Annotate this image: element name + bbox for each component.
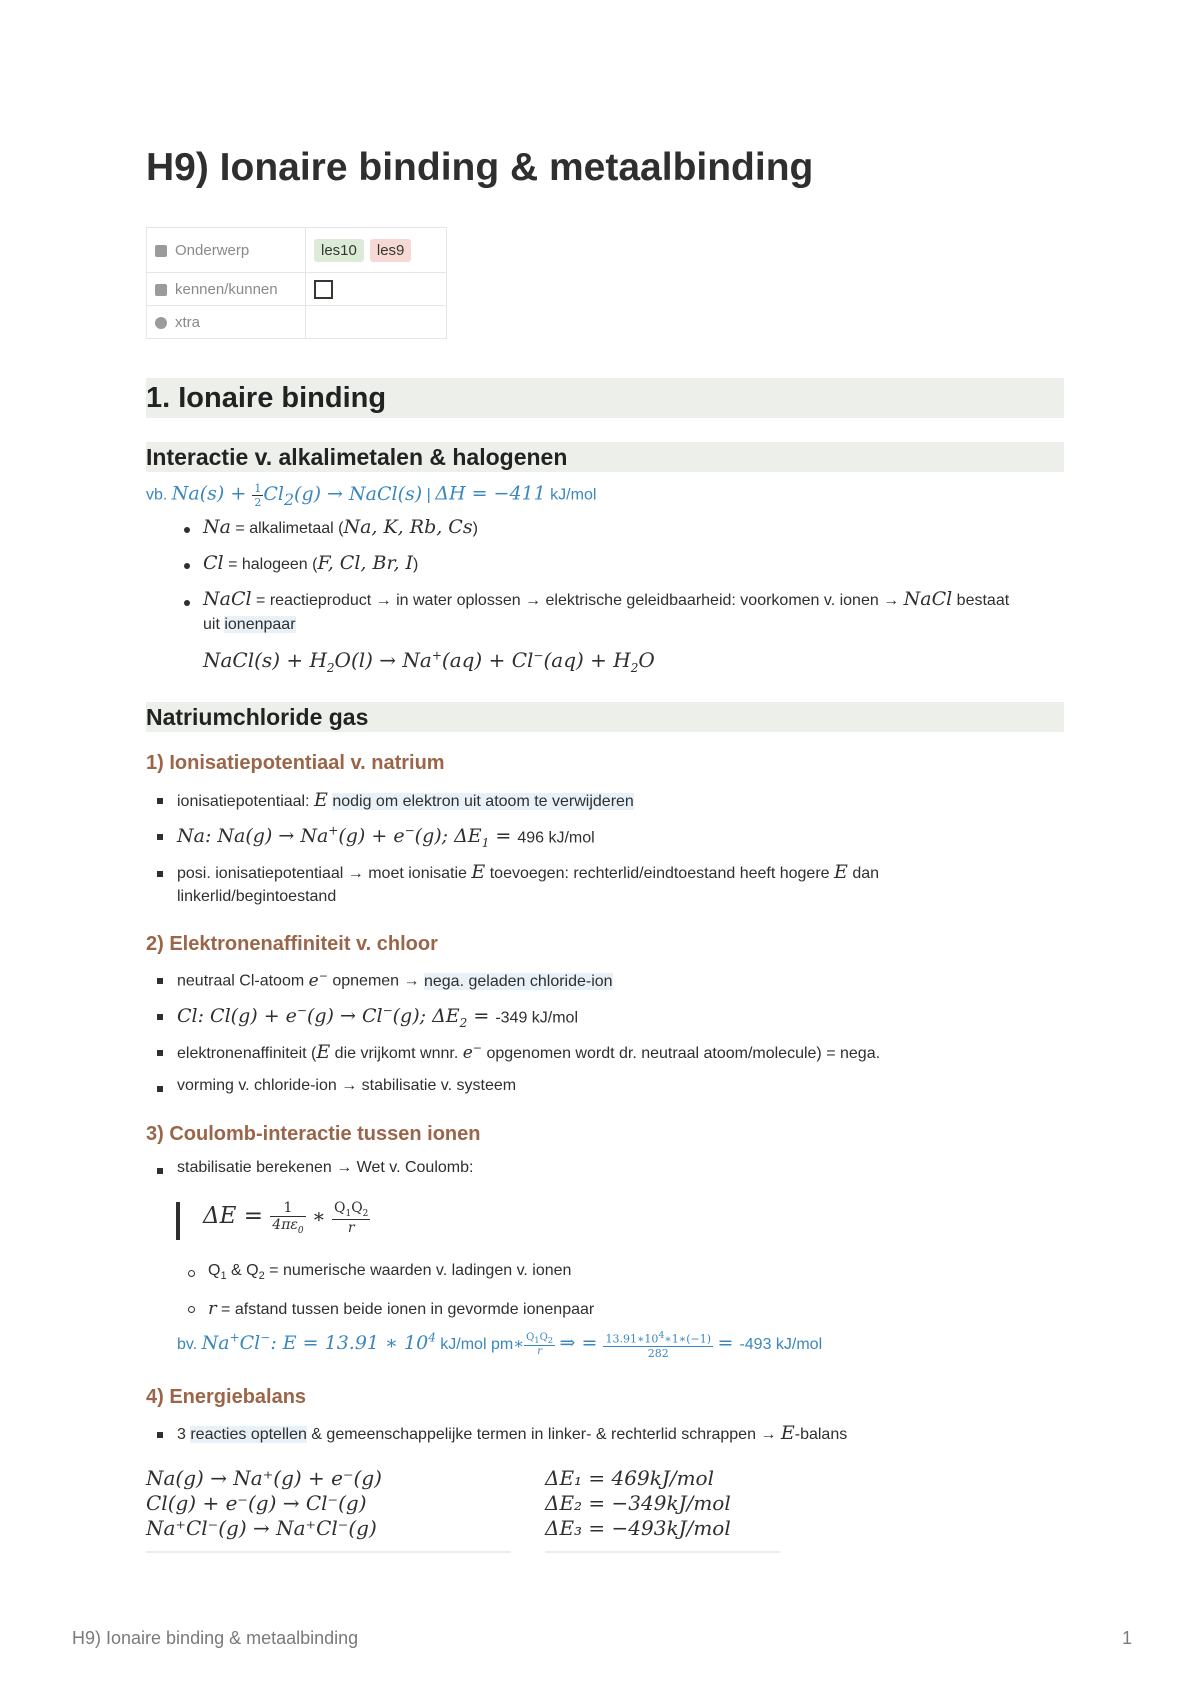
list-item: vorming v. chloride-ion → stabilisatie v. systeem bbox=[177, 1077, 517, 1094]
step-heading: 2) Elektronenaffiniteit v. chloor bbox=[146, 933, 438, 955]
sub-bullet bbox=[188, 1270, 195, 1277]
sub-list-item: r = afstand tussen beide ionen in gevormde ionenpaar bbox=[208, 1298, 595, 1319]
divider bbox=[146, 1551, 511, 1553]
balance-energy-3: ΔE₃ = −493kJ/mol bbox=[545, 1516, 731, 1540]
balance-left bbox=[146, 1466, 382, 1541]
list-icon bbox=[155, 245, 167, 257]
page-number: 1 bbox=[1122, 1628, 1133, 1648]
list-item: 3 reacties optellen & gemeenschappelijke termen in linker- & rechterlid schrappen → E-balans bbox=[177, 1422, 848, 1444]
balance-reaction-2: Cl(g) + e⁻(g) → Cl⁻(g) bbox=[146, 1491, 367, 1515]
balance-reaction-1: Na(g) → Na⁺(g) + e⁻(g) bbox=[146, 1466, 382, 1490]
tag-les9[interactable]: les9 bbox=[370, 239, 412, 262]
list-item: elektronenaffiniteit (E die vrijkomt wnnr. e− opgenomen wordt dr. neutraal atoom/molecule) = nega. bbox=[177, 1041, 881, 1063]
bullet bbox=[157, 871, 163, 877]
subsection-heading: Natriumchloride gas bbox=[146, 702, 1064, 732]
property-kennen bbox=[147, 273, 447, 306]
step-heading: 4) Energiebalans bbox=[146, 1386, 307, 1408]
kennen-checkbox[interactable] bbox=[314, 280, 333, 299]
sub-list-item: $Q_1$ & $Q_2$ = numerische waarden v. ladingen v. ionen bbox=[208, 1262, 572, 1283]
list-item: Na: Na(g) → Na+(g) + e−(g); $\Delta E_1 = 496$ kJ/mol bbox=[177, 824, 595, 851]
list-item: Cl: Cl(g) + e−(g) → Cl−(g); $\Delta E_2 = -349$ kJ/mol bbox=[177, 1004, 579, 1031]
bullet bbox=[184, 600, 190, 606]
property-xtra bbox=[147, 306, 447, 339]
example-line: bv. Na+Cl−: E = 13.91 ∗ $10^4$ kJ/mol pm∗ $\frac{Q_1Q_2}{r}$ ⇒ = $\frac{13.91∗10^4∗1∗(-1)}{282}$ = -493 kJ/mol bbox=[177, 1330, 823, 1360]
list-item: Cl = halogeen (F, Cl, Br, I) bbox=[203, 552, 419, 574]
subsection-heading: Interactie v. alkalimetalen & halogenen bbox=[146, 442, 1064, 472]
xtra-cell[interactable] bbox=[306, 306, 447, 339]
bullet bbox=[184, 527, 190, 533]
property-label: Onderwerp bbox=[175, 241, 250, 259]
list-item: Na = alkalimetaal (Na, K, Rb, Cs) bbox=[203, 516, 478, 538]
list-item-cont: linkerlid/begintoestand bbox=[177, 888, 337, 905]
property-onderwerp bbox=[147, 228, 447, 273]
tags-cell[interactable] bbox=[306, 228, 447, 273]
divider bbox=[545, 1551, 780, 1553]
list-item: stabilisatie berekenen → Wet v. Coulomb: bbox=[177, 1159, 474, 1176]
equation-dissolve: NaCl(s) + $H_2O(l) \to Na^+(aq) + Cl^-(aq) + H_2O$ bbox=[203, 648, 655, 675]
sub-bullet bbox=[188, 1306, 195, 1313]
checkbox-property-icon bbox=[155, 284, 167, 296]
step-heading: 3) Coulomb-interactie tussen ionen bbox=[146, 1123, 481, 1145]
bullet bbox=[157, 1014, 163, 1020]
tag-les10[interactable]: les10 bbox=[314, 239, 364, 262]
bullet bbox=[184, 563, 190, 569]
coulomb-formula: ΔE = $\frac{1}{4\pi\varepsilon_0}$ ∗ $\frac{Q_1Q_2}{r}$ bbox=[203, 1200, 369, 1236]
balance-reaction-3: Na⁺Cl⁻(g) → Na⁺Cl⁻(g) bbox=[146, 1516, 377, 1540]
quote-bar bbox=[176, 1202, 180, 1240]
list-item: ionisatiepotentiaal: E nodig om elektron uit atoom te verwijderen bbox=[177, 789, 634, 811]
list-item: posi. ionisatiepotentiaal → moet ionisatie E toevoegen: rechterlid/eindtoestand heeft hogere E dan bbox=[177, 861, 880, 883]
balance-right bbox=[545, 1466, 731, 1541]
list-item: NaCl = reactieproduct → in water oplossen → elektrische geleidbaarheid: voorkomen v. ionen → NaCl bestaat bbox=[203, 588, 1010, 610]
section-heading: 1. Ionaire binding bbox=[146, 378, 1064, 418]
bullet bbox=[157, 1432, 163, 1438]
bullet bbox=[157, 978, 163, 984]
property-label: xtra bbox=[175, 313, 201, 331]
bullet bbox=[157, 798, 163, 804]
example-line: vb. Na(s) + $\frac{1}{2}$ $Cl_2(g)$ → NaCl(s) | ΔH = −411 kJ/mol bbox=[146, 482, 597, 509]
tag-icon bbox=[155, 317, 167, 329]
balance-energy-1: ΔE₁ = 469kJ/mol bbox=[545, 1466, 714, 1490]
list-item: neutraal Cl-atoom e− opnemen → nega. geladen chloride-ion bbox=[177, 969, 613, 991]
page-title: H9) Ionaire binding & metaalbinding bbox=[146, 146, 814, 189]
step-heading: 1) Ionisatiepotentiaal v. natrium bbox=[146, 752, 445, 774]
property-label: kennen/kunnen bbox=[175, 280, 278, 298]
footer-title: H9) Ionaire binding & metaalbinding bbox=[72, 1628, 359, 1648]
bullet bbox=[157, 834, 163, 840]
bullet bbox=[157, 1050, 163, 1056]
balance-energy-2: ΔE₂ = −349kJ/mol bbox=[545, 1491, 731, 1515]
bullet bbox=[157, 1168, 163, 1174]
list-item-cont: uit ionenpaar bbox=[203, 616, 296, 633]
bullet bbox=[157, 1086, 163, 1092]
properties-table bbox=[146, 227, 447, 339]
